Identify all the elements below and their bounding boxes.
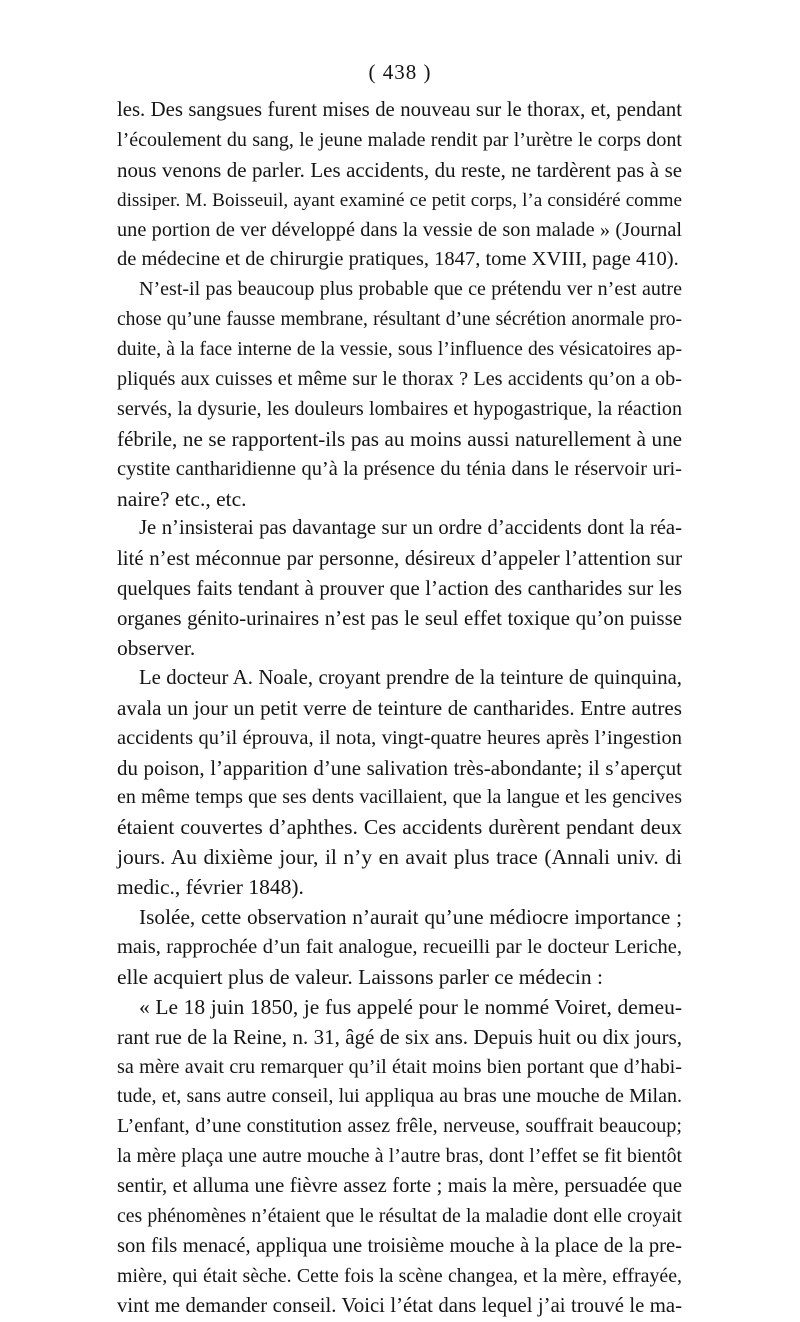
text-line: rant rue de la Reine, n. 31, âgé de six ans. Depuis huit ou dix jours, <box>117 1024 682 1049</box>
text-line: mais, rapprochée d’un fait analogue, recueilli par le docteur Leriche, <box>117 935 682 958</box>
page-number: ( 438 ) <box>368 60 432 84</box>
text-line: sentir, et alluma une fièvre assez forte ; mais la mère, persuadée que <box>117 1175 682 1198</box>
text-line: les. Des sangsues furent mises de nouveau sur le thorax, et, pendant <box>117 99 682 121</box>
text-line: fébrile, ne se rapportent-ils pas au moins aussi naturellement à une <box>117 426 682 451</box>
text-line: servés, la dysurie, les douleurs lombaires et hypogastrique, la réaction <box>117 397 682 420</box>
text-line: naire? etc., etc. <box>117 486 247 511</box>
text-line: étaient couvertes d’aphthes. Ces accidents durèrent pendant deux <box>117 815 682 840</box>
text-line: « Le 18 juin 1850, je fus appelé pour le nommé Voiret, demeu- <box>139 994 682 1019</box>
text-line: une portion de ver développé dans la vessie de son malade » (Journal <box>117 218 682 241</box>
text-line: l’écoulement du sang, le jeune malade rendit par l’urètre le corps dont <box>117 128 682 151</box>
text-line: medic., février 1848). <box>117 875 304 900</box>
text-line: pliqués aux cuisses et même sur le thorax ? Les accidents qu’on a ob- <box>117 368 682 391</box>
text-line: son fils menacé, appliqua une troisième mouche à la place de la pre- <box>117 1234 682 1257</box>
text-line: tude, et, sans autre conseil, lui appliqua au bras une mouche de Milan. <box>117 1085 682 1108</box>
text-line: sa mère avait cru remarquer qu’il était moins bien portant que d’habi- <box>117 1055 682 1078</box>
text-line: vint me demander conseil. Voici l’état dans lequel j’ai trouvé le ma- <box>117 1294 682 1317</box>
text-line: nous venons de parler. Les accidents, du reste, ne tardèrent pas à se <box>117 157 682 182</box>
text-line: duite, à la face interne de la vessie, sous l’influence des vésicatoires ap- <box>117 339 682 361</box>
text-line: quelques faits tendant à prouver que l’action des cantharides sur les <box>117 576 682 601</box>
text-line: N’est-il pas beaucoup plus probable que ce prétendu ver n’est autre <box>139 278 682 301</box>
text-line: en même temps que ses dents vacillaient, que la langue et les gencives <box>117 786 682 809</box>
text-line: Isolée, cette observation n’aurait qu’une médiocre importance ; <box>139 905 682 930</box>
text-line: chose qu’une fausse membrane, résultant d’une sécrétion anormale pro- <box>117 309 682 331</box>
text-line: dissiper. M. Boisseuil, ayant examiné ce petit corps, l’a considéré comme <box>117 189 682 211</box>
text-line: Je n’insisterai pas davantage sur un ordre d’accidents dont la réa- <box>139 517 682 540</box>
text-line: la mère plaça une autre mouche à l’autre bras, dont l’effet se fit bientôt <box>117 1145 682 1168</box>
text-line: lité n’est méconnue par personne, désireux d’appeler l’attention sur <box>117 546 682 571</box>
text-line: mière, qui était sèche. Cette fois la scène changea, et la mère, effrayée, <box>117 1264 682 1287</box>
body-text <box>117 96 682 1322</box>
text-line: L’enfant, d’une constitution assez frêle, nerveuse, souffrait beaucoup; <box>117 1115 682 1138</box>
text-line: observer. <box>117 636 196 661</box>
text-line: elle acquiert plus de valeur. Laissons parler ce médecin : <box>117 964 603 989</box>
text-line: ces phénomènes n’étaient que le résultat de la maladie dont elle croyait <box>117 1204 682 1227</box>
text-line: jours. Au dixième jour, il n’y en avait plus trace (Annali univ. di <box>117 845 682 870</box>
text-line: accidents qu’il éprouva, il nota, vingt-quatre heures après l’ingestion <box>117 726 682 749</box>
text-line: du poison, l’apparition d’une salivation très-abondante; il s’aperçut <box>117 755 682 780</box>
text-line: avala un jour un petit verre de teinture de cantharides. Entre autres <box>117 695 682 720</box>
text-line: Le docteur A. Noale, croyant prendre de la teinture de quinquina, <box>139 666 682 689</box>
text-line: organes génito-urinaires n’est pas le seul effet toxique qu’on puisse <box>117 606 682 631</box>
text-line: de médecine et de chirurgie pratiques, 1847, tome XVIII, page 410). <box>117 248 679 271</box>
text-line: cystite cantharidienne qu’à la présence du ténia dans le réservoir uri- <box>117 457 682 480</box>
